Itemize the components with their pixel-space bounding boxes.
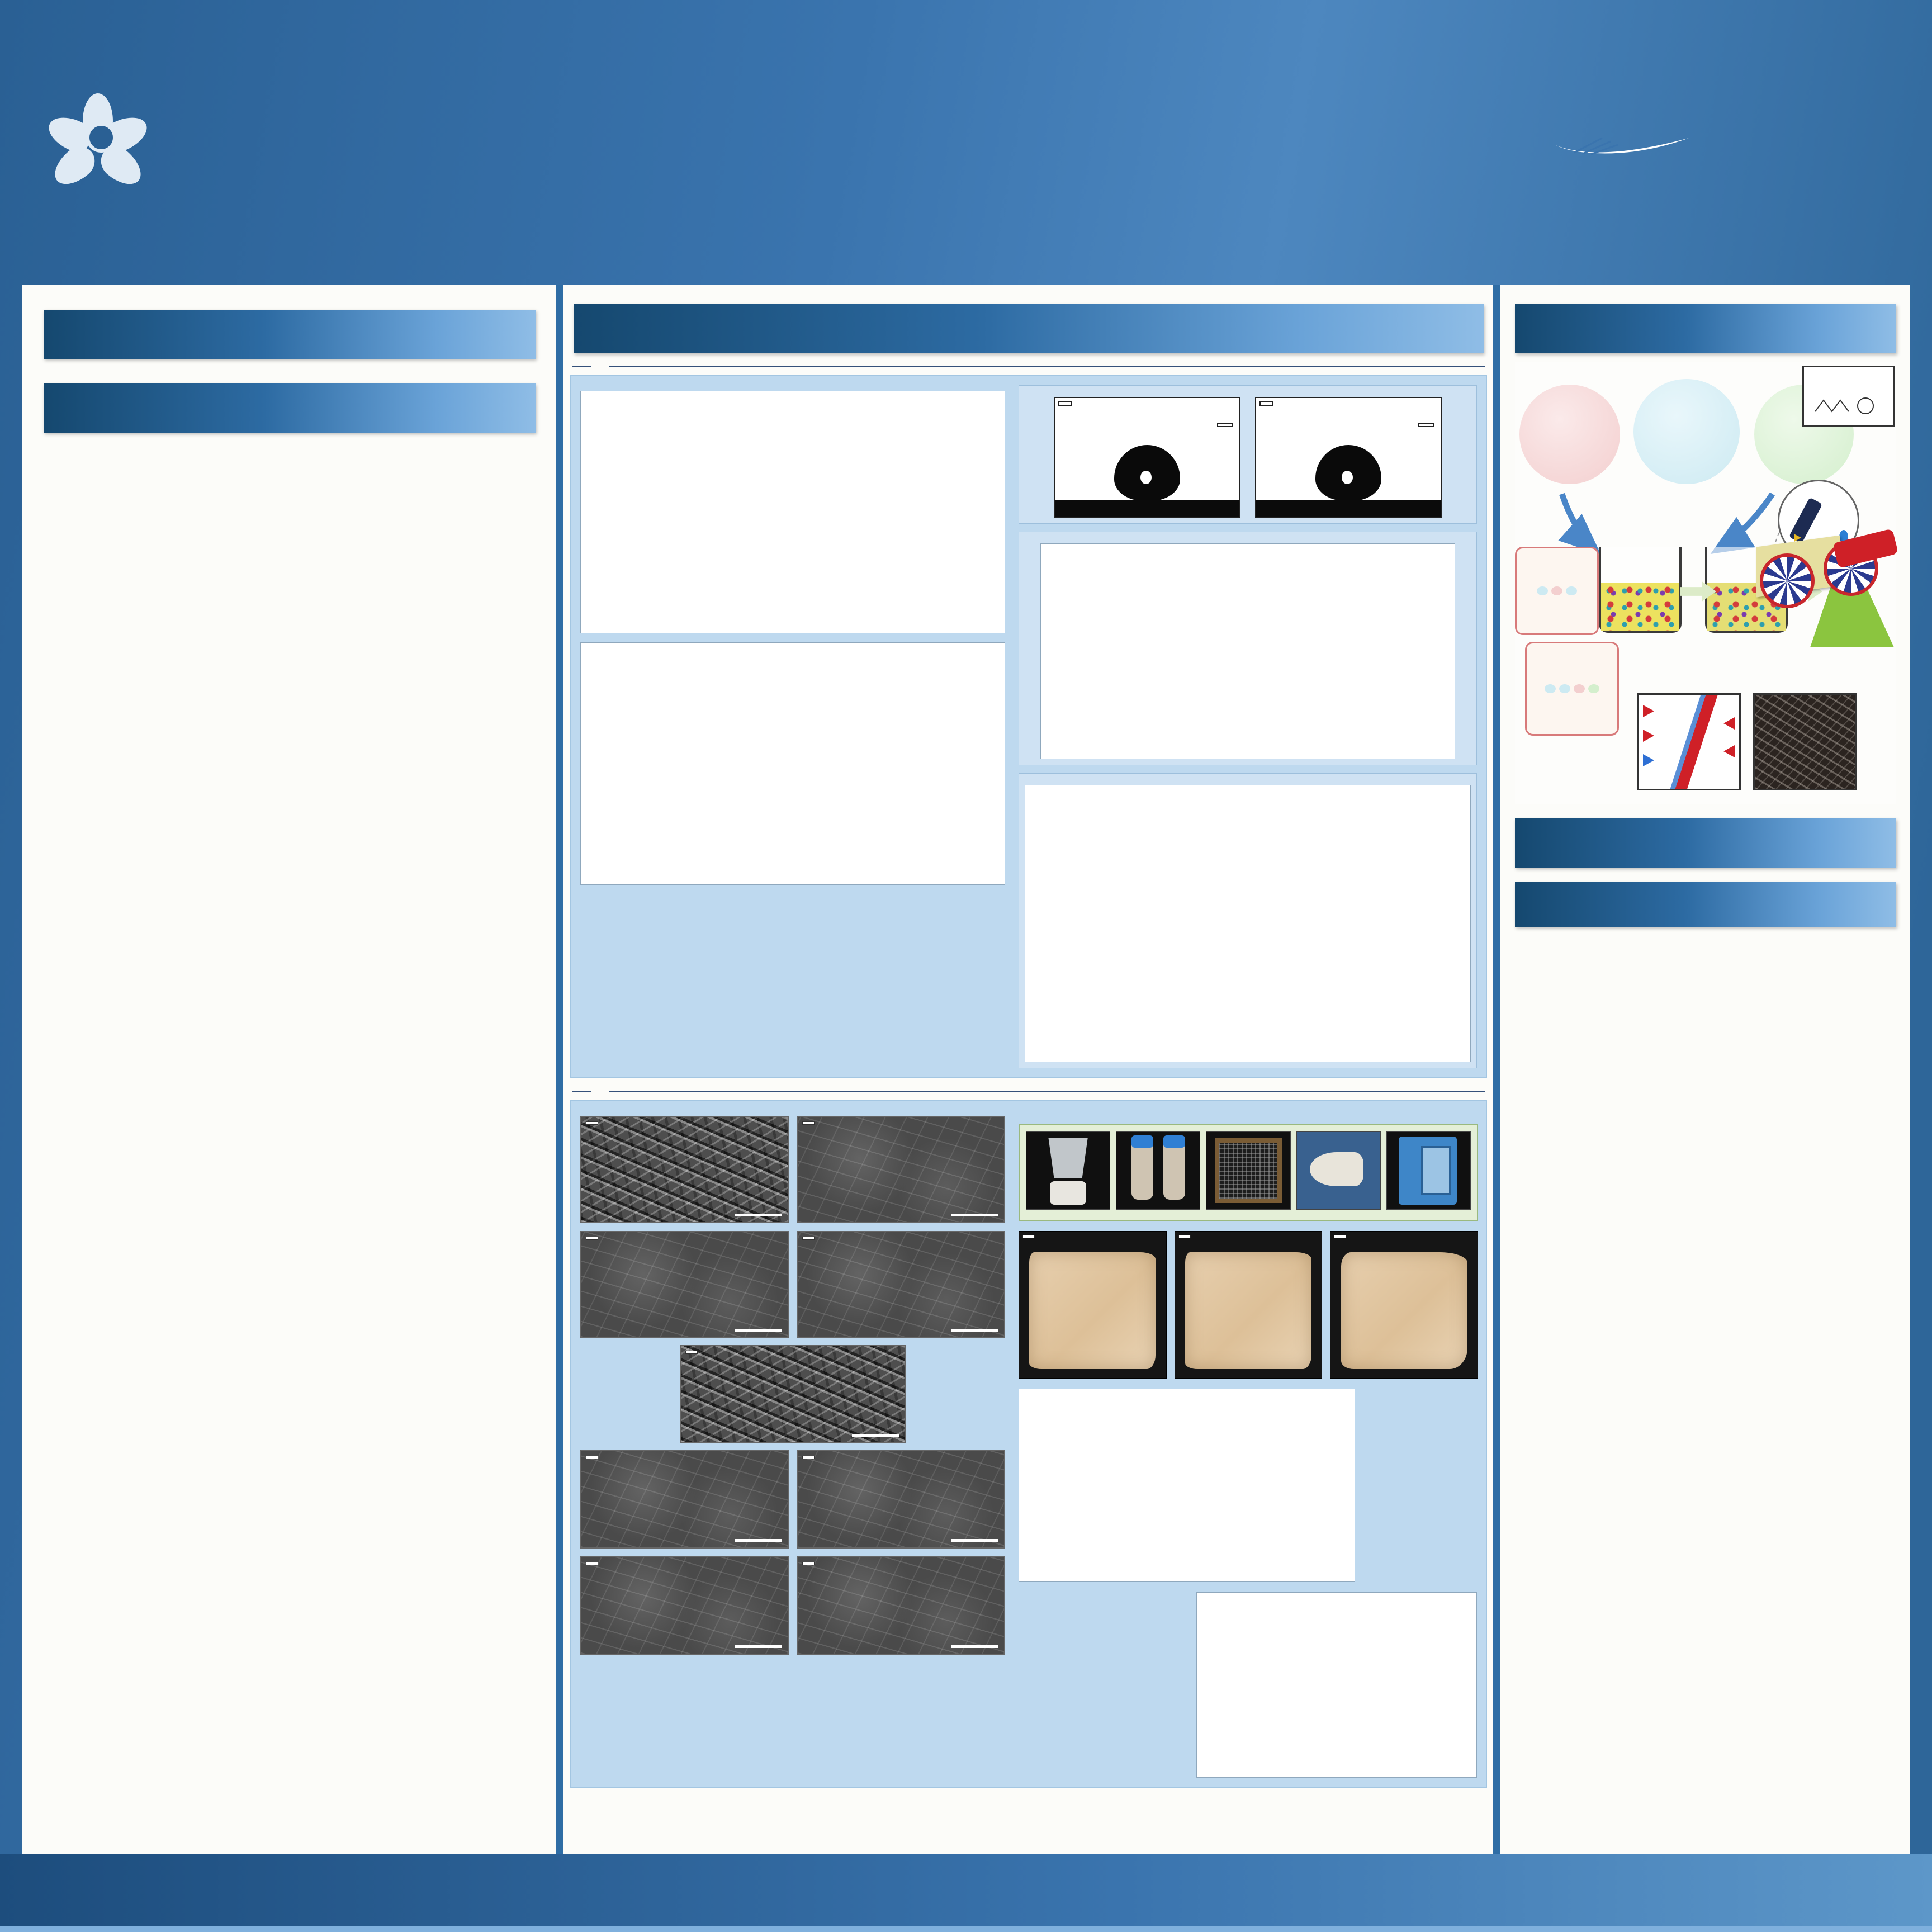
tearing-cell — [1030, 926, 1245, 1057]
sem-label — [802, 1237, 815, 1240]
sem-label — [802, 1562, 815, 1565]
wca-angle-value — [1418, 423, 1434, 427]
sem-d-60s5 — [580, 1556, 789, 1655]
supporting-header — [44, 383, 536, 433]
morphology-panel — [570, 1100, 1487, 1788]
left-column — [22, 285, 556, 1859]
sem-a-unmodified — [680, 1345, 906, 1443]
ftir-washed-chart — [1019, 1389, 1355, 1582]
pdms-chip — [1537, 586, 1548, 595]
tensile-chart — [1030, 791, 1240, 921]
sem-column — [580, 1110, 1005, 1778]
paper-label — [1022, 1235, 1035, 1238]
bending-chart — [1251, 927, 1461, 1057]
sem-label — [802, 1121, 815, 1125]
ftir-60s5-chart — [1196, 1592, 1477, 1778]
summary-header — [1515, 304, 1896, 353]
process-schematic — [1515, 362, 1896, 804]
repulping-column — [1019, 1110, 1478, 1778]
step-pressing — [1297, 1131, 1380, 1213]
conclusions-header — [1515, 818, 1896, 868]
middle-column — [564, 285, 1493, 1859]
cobb-figures — [580, 385, 1005, 1068]
sem-c-s7 — [797, 1450, 1005, 1549]
sem-60p05 — [580, 1231, 789, 1338]
ringcrush-cell — [1251, 790, 1466, 921]
step-drying — [1387, 1131, 1470, 1213]
step-washing — [1116, 1131, 1200, 1213]
right-figures — [1019, 385, 1477, 1068]
sem-b-s5 — [580, 1450, 789, 1549]
content-area — [22, 285, 1910, 1859]
permeability-box — [1637, 693, 1741, 790]
column-divider — [1493, 285, 1500, 1859]
performance-panel — [570, 375, 1487, 1078]
sem-e-60s7 — [797, 1556, 1005, 1655]
performance-heading — [572, 366, 1485, 367]
wca-angle-value — [1217, 423, 1233, 427]
sem-p05 — [797, 1116, 1005, 1223]
step-filtering — [1206, 1131, 1290, 1213]
epa-flower-icon — [50, 88, 145, 194]
repulping-steps — [1019, 1124, 1478, 1221]
column-divider — [556, 285, 564, 1859]
sem-label — [685, 1351, 698, 1354]
sem-label — [802, 1456, 815, 1459]
paper-washed-di — [1175, 1231, 1323, 1379]
paper-label — [1178, 1235, 1191, 1238]
results-header — [574, 304, 1484, 353]
header — [0, 0, 1932, 285]
sem-label — [586, 1562, 598, 1565]
ringcrush-chart — [1251, 791, 1461, 921]
water-droplet-icon — [1114, 445, 1180, 501]
pdms-chip — [1566, 586, 1577, 595]
project-goal-header — [44, 310, 536, 359]
circular-economy-note — [1019, 1592, 1186, 1631]
tearing-chart — [1030, 927, 1240, 1057]
wca-time-label — [1259, 401, 1273, 406]
chitosan-chip — [1588, 684, 1599, 693]
roller-wheel-icon — [1760, 553, 1815, 608]
structure-squiggle-icon — [1812, 395, 1885, 417]
cobb60-pvoh-chart — [580, 391, 1005, 633]
coating-machine — [1756, 524, 1896, 619]
paper-label — [1334, 1235, 1346, 1238]
acknowledgements-header — [1515, 882, 1896, 927]
hdit-bubble — [1519, 385, 1620, 484]
morphology-heading — [572, 1091, 1485, 1092]
wca-photo-30s — [1054, 397, 1240, 518]
pdms-chip — [1559, 684, 1570, 693]
sem-unmodified — [580, 1116, 789, 1223]
sem-label — [586, 1456, 598, 1459]
pvoh-starch-box — [1802, 366, 1895, 427]
kit-rating-chart — [1040, 543, 1455, 759]
morphology-box — [1753, 693, 1857, 790]
permeability-figure — [1637, 691, 1741, 790]
wca-photo-5min — [1255, 397, 1442, 518]
title-block — [386, 138, 1552, 147]
pdms-hdit-box — [1515, 547, 1599, 635]
sem-label — [586, 1121, 598, 1125]
bending-cell — [1251, 926, 1466, 1057]
footer — [0, 1854, 1932, 1932]
morphology-figure — [1753, 691, 1857, 790]
kit-panel — [1019, 532, 1477, 765]
hdit-chip — [1574, 684, 1585, 693]
sem-60p4 — [797, 1231, 1005, 1338]
wca-panel — [1019, 385, 1477, 524]
cobb60-starch-chart — [580, 642, 1005, 885]
sem-label — [586, 1237, 598, 1240]
repulped-papers — [1019, 1231, 1478, 1379]
beaker-1 — [1599, 547, 1682, 633]
hdit-chip — [1551, 586, 1562, 595]
paper-unwashed — [1019, 1231, 1167, 1379]
pdms2k-bubble — [1633, 379, 1740, 484]
water-droplet-icon — [1315, 445, 1381, 501]
tensile-cell — [1030, 790, 1245, 921]
wca-time-label — [1058, 401, 1072, 406]
mech-panel — [1019, 773, 1477, 1068]
p3-leaf-icon — [1552, 128, 1692, 162]
epa-logo — [0, 88, 386, 197]
step-blending — [1026, 1131, 1110, 1213]
pdms-chip — [1545, 684, 1556, 693]
paper-washed-acetic — [1330, 1231, 1478, 1379]
right-column — [1500, 285, 1910, 1859]
copolymer-box — [1525, 642, 1619, 736]
